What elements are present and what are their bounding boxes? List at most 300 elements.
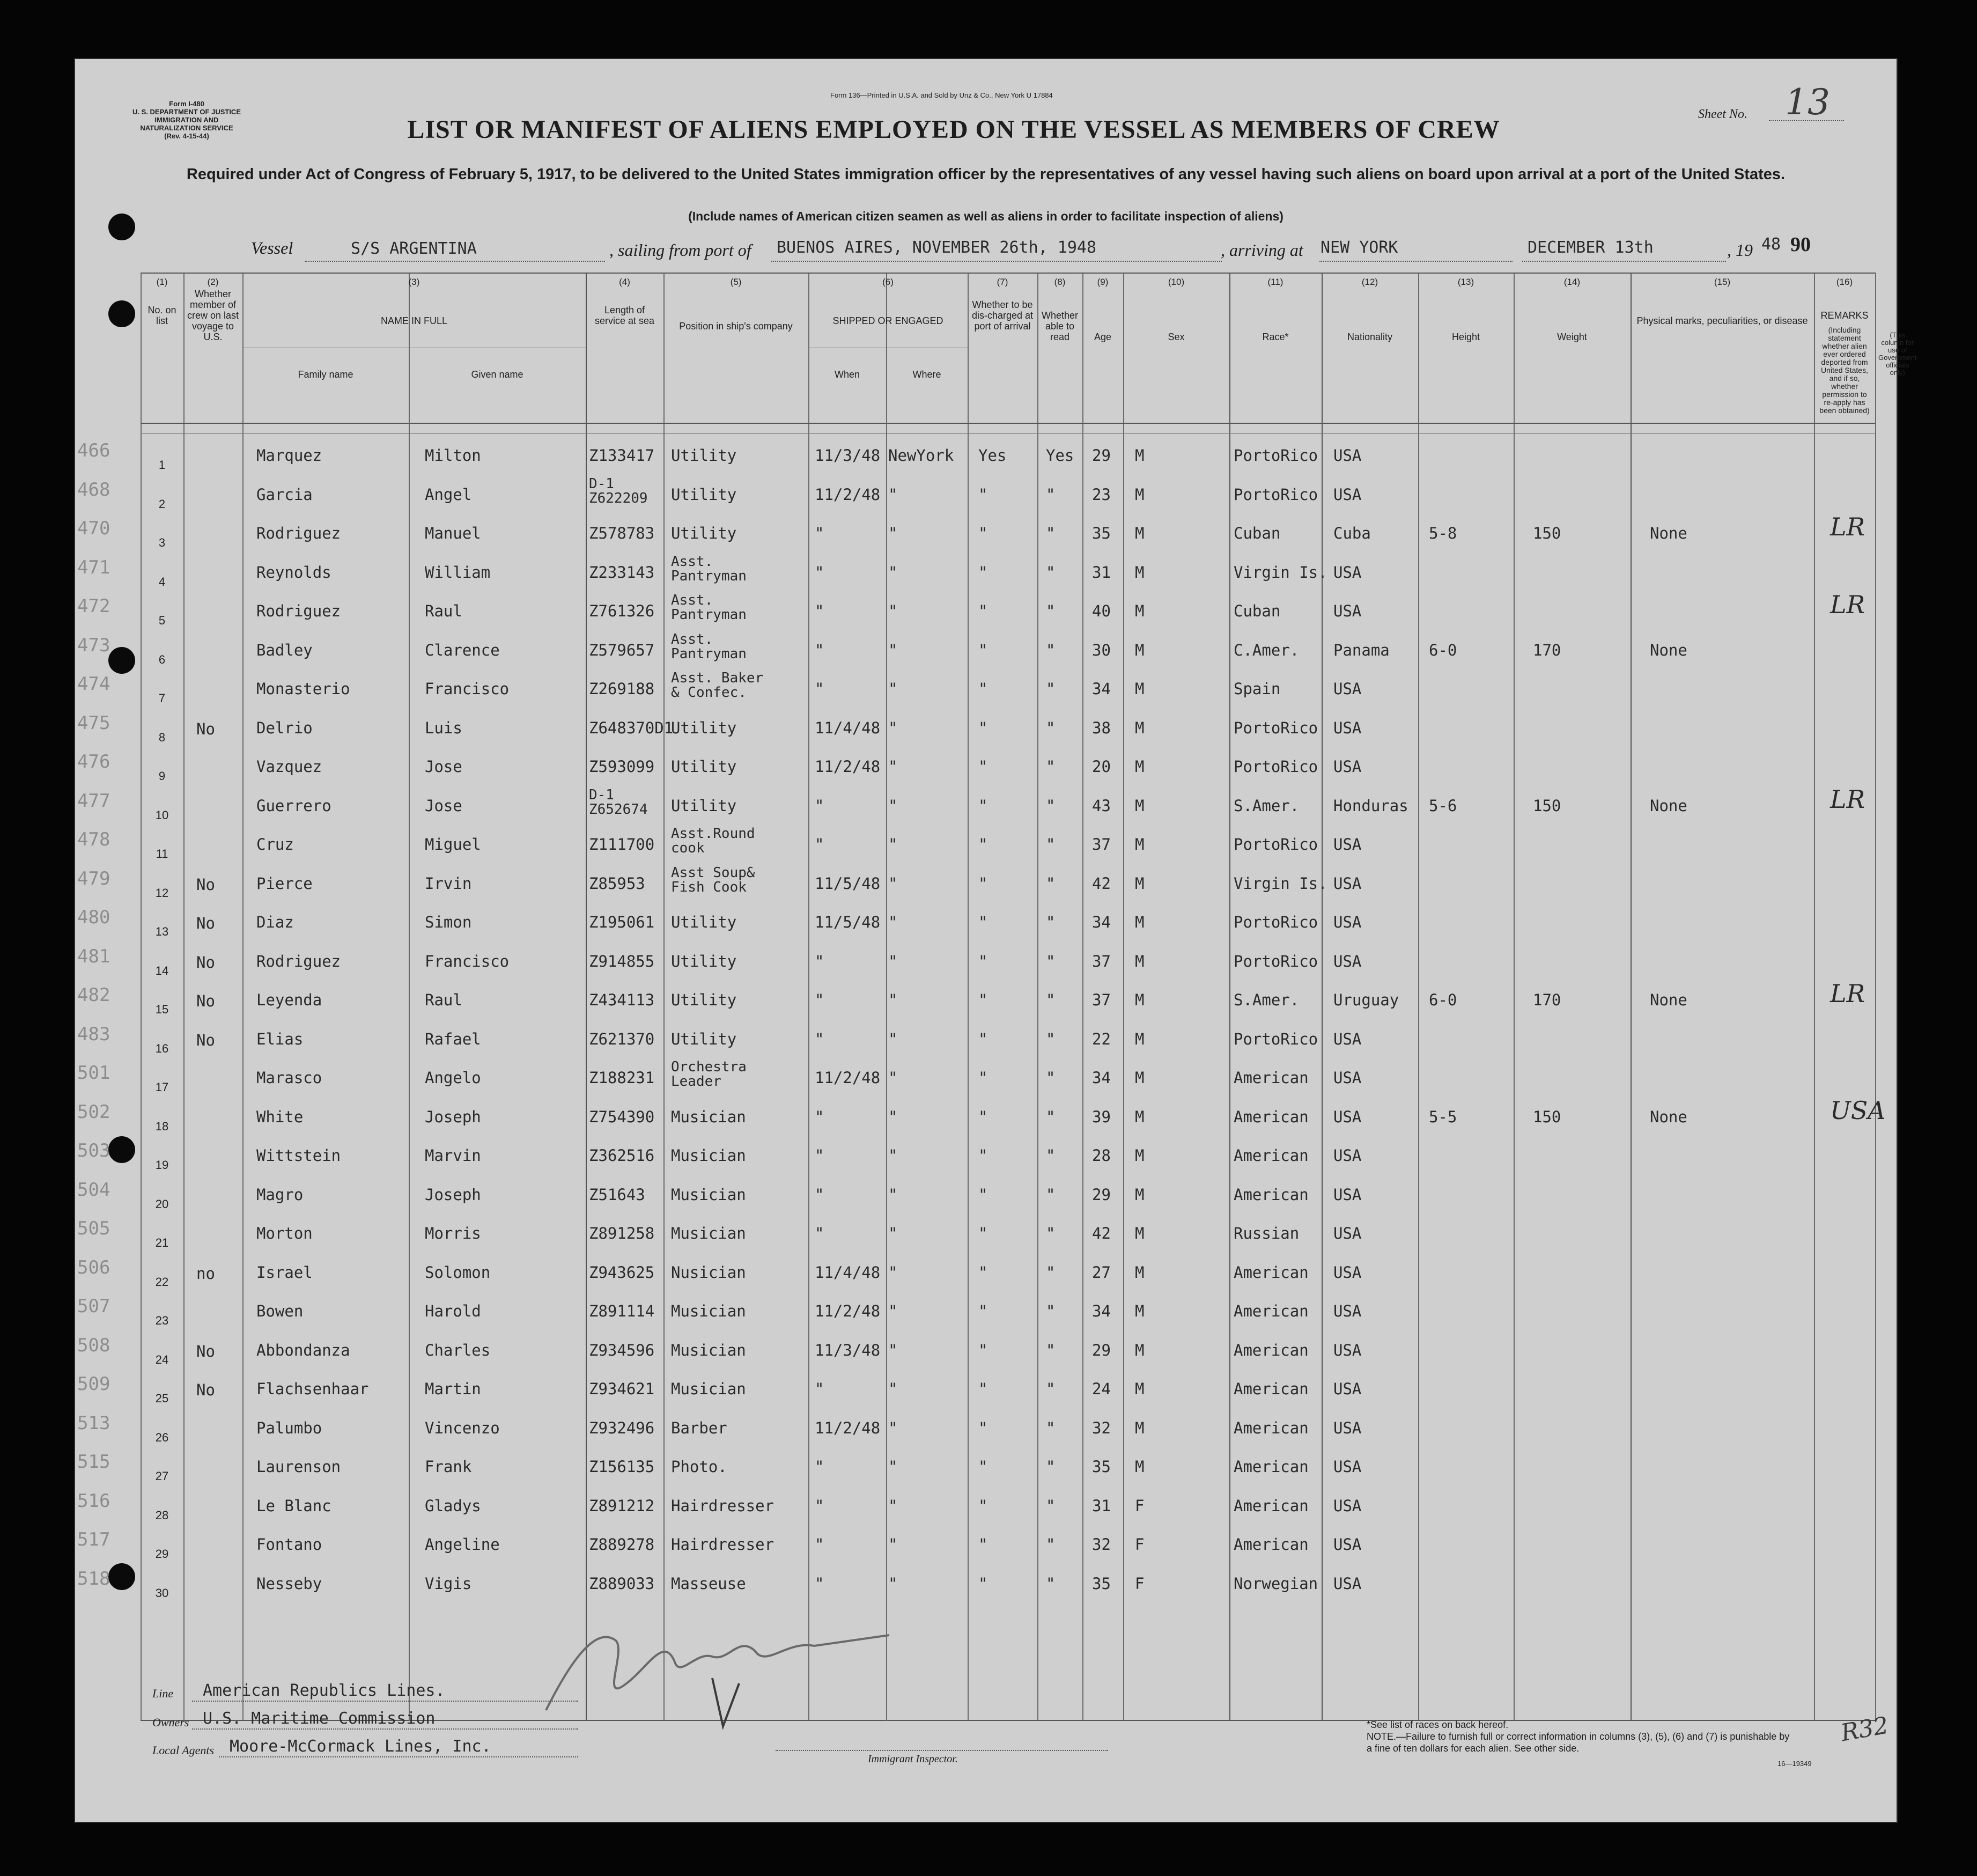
cell-sex: F: [1135, 1535, 1145, 1554]
cell-given: Raul: [425, 602, 462, 620]
list-stamp-number: 505: [77, 1218, 110, 1239]
cell-service: Z754390: [589, 1107, 655, 1126]
last-voyage: No: [196, 914, 215, 932]
table-row: [77, 906, 1875, 945]
table-row: [77, 1450, 1875, 1489]
cell-given: Joseph: [425, 1107, 481, 1126]
cell-when: 11/4/48: [815, 1263, 881, 1282]
cell-weight: 150: [1533, 796, 1561, 815]
cell-read: ": [1046, 1185, 1056, 1204]
column-number: (11): [1267, 277, 1283, 287]
cell-sex: M: [1135, 991, 1145, 1009]
cell-read: ": [1046, 1263, 1056, 1282]
cell-sex: M: [1135, 1263, 1145, 1282]
column-header-c9: Age: [1094, 332, 1112, 342]
cell-read: ": [1046, 563, 1056, 582]
cell-dis: ": [978, 485, 988, 504]
cell-race: S.Amer.: [1234, 991, 1300, 1009]
row-number: 18: [155, 1119, 169, 1133]
cell-service: Z188231: [589, 1069, 655, 1087]
list-stamp-number: 516: [77, 1490, 110, 1512]
cell-nat: USA: [1333, 1535, 1362, 1554]
cell-service: Z934596: [589, 1341, 655, 1359]
cell-age: 29: [1092, 446, 1111, 465]
sailing-port: BUENOS AIRES, NOVEMBER 26th, 1948: [777, 238, 1097, 257]
cell-pos: Utility: [671, 757, 737, 776]
column-header-when: When: [834, 369, 860, 380]
cell-family: Diaz: [256, 913, 294, 931]
cell-sex: M: [1135, 1458, 1145, 1476]
cell-sex: M: [1135, 796, 1145, 815]
column-header-c5: Position in ship's company: [679, 321, 793, 332]
cell-given: Martin: [425, 1380, 481, 1398]
cell-when: ": [815, 602, 824, 620]
column-number: (4): [619, 277, 630, 287]
cell-family: Morton: [256, 1224, 313, 1242]
row-number: 19: [155, 1158, 169, 1172]
cell-read: ": [1046, 1107, 1056, 1126]
table-row: [77, 1022, 1875, 1062]
cell-when: ": [815, 641, 824, 659]
cell-when: ": [815, 524, 824, 542]
cell-race: PortoRico: [1234, 913, 1318, 931]
cell-pos: Barber: [671, 1418, 727, 1437]
cell-read: ": [1046, 874, 1056, 893]
cell-service: Z269188: [589, 680, 655, 698]
cell-sex: M: [1135, 1380, 1145, 1398]
cell-given: Gladys: [425, 1496, 481, 1515]
cell-race: PortoRico: [1234, 1029, 1318, 1048]
cell-service: Z156135: [589, 1458, 655, 1476]
cell-race: PortoRico: [1234, 485, 1318, 504]
cell-given: Charles: [425, 1341, 491, 1359]
cell-nat: USA: [1333, 874, 1362, 893]
cell-sex: M: [1135, 835, 1145, 854]
cell-age: 37: [1092, 952, 1111, 970]
cell-service: Z579657: [589, 641, 655, 659]
cell-read: ": [1046, 1341, 1056, 1359]
cell-family: Laurenson: [256, 1458, 341, 1476]
row-number: 14: [155, 963, 169, 977]
cell-family: Marquez: [256, 446, 322, 465]
row-number: 12: [155, 886, 169, 900]
cell-service: Z111700: [589, 835, 655, 854]
cell-when: 11/5/48: [815, 874, 881, 893]
cell-sex: M: [1135, 757, 1145, 776]
cell-age: 31: [1092, 1496, 1111, 1515]
agents-label: Local Agents: [152, 1743, 215, 1757]
cell-age: 32: [1092, 1535, 1111, 1554]
cell-dis: ": [978, 1535, 988, 1554]
punch-hole: [108, 1136, 135, 1163]
cell-nat: USA: [1333, 1263, 1362, 1282]
punch-hole: [108, 300, 135, 327]
handwritten-remark: USA: [1830, 1095, 1886, 1125]
cell-family: Leyenda: [256, 991, 322, 1009]
table-row: [77, 631, 1875, 673]
cell-dis: ": [978, 1341, 988, 1359]
cell-given: Francisco: [425, 952, 510, 970]
cell-race: American: [1234, 1302, 1309, 1320]
row-number: 23: [155, 1314, 169, 1327]
column-number: (8): [1054, 277, 1066, 287]
table-row: [77, 1489, 1875, 1528]
last-voyage: no: [196, 1264, 215, 1283]
cell-race: American: [1234, 1146, 1309, 1165]
column-number: (5): [730, 277, 742, 287]
cell-sex: M: [1135, 913, 1145, 931]
cell-dis: ": [978, 641, 988, 659]
cell-where: ": [888, 874, 898, 893]
cell-where: ": [888, 913, 898, 931]
cell-dis: Yes: [978, 446, 1007, 465]
cell-where: ": [888, 1302, 898, 1320]
cell-when: ": [815, 991, 824, 1009]
cell-dis: ": [978, 1263, 988, 1282]
cell-age: 35: [1092, 1574, 1111, 1593]
cell-where: ": [888, 718, 898, 737]
column-header-c13: Height: [1451, 332, 1480, 342]
line-value: American Republics Lines.: [203, 1681, 445, 1700]
last-voyage: No: [196, 1031, 215, 1049]
cell-sex: M: [1135, 874, 1145, 893]
cell-where: ": [888, 1263, 898, 1282]
cell-read: ": [1046, 1380, 1056, 1398]
cell-given: Harold: [425, 1302, 481, 1320]
table-row: [77, 1178, 1875, 1217]
cell-where: ": [888, 485, 898, 504]
row-number: 7: [158, 691, 166, 705]
cell-given: Manuel: [425, 524, 481, 542]
cell-when: ": [815, 1029, 824, 1048]
cell-sex: M: [1135, 602, 1145, 620]
cell-dis: ": [978, 1418, 988, 1437]
table-row: [77, 1411, 1875, 1451]
cell-nat: USA: [1333, 1458, 1362, 1476]
column-header-c14: Weight: [1557, 332, 1587, 342]
cell-weight: 150: [1533, 524, 1561, 542]
row-number: 26: [155, 1430, 169, 1444]
row-number: 6: [158, 652, 166, 666]
column-header-where: Where: [912, 369, 941, 380]
table-row: [77, 1567, 1875, 1606]
sheet-label: Sheet No.: [1698, 107, 1747, 121]
list-stamp-number: 479: [77, 867, 110, 889]
cell-pos: Asst. Pantryman: [671, 631, 747, 662]
cell-sex: M: [1135, 524, 1145, 542]
column-header-c16: REMARKS: [1820, 310, 1869, 321]
cell-nat: USA: [1333, 680, 1362, 698]
cell-where: ": [888, 602, 898, 620]
list-stamp-number: 483: [77, 1023, 110, 1045]
cell-dis: ": [978, 602, 988, 620]
cell-given: Marvin: [425, 1146, 481, 1165]
agents-value: Moore-McCormack Lines, Inc.: [230, 1737, 491, 1756]
cell-family: Magro: [256, 1185, 304, 1204]
cell-weight: 170: [1533, 641, 1561, 659]
cell-where: NewYork: [888, 446, 954, 465]
cell-service: Z133417: [589, 446, 655, 465]
cell-nat: USA: [1333, 446, 1362, 465]
cell-age: 32: [1092, 1418, 1111, 1437]
cell-where: ": [888, 563, 898, 582]
list-stamp-number: 517: [77, 1529, 110, 1550]
column-number: (14): [1563, 277, 1581, 287]
list-stamp-number: 509: [77, 1373, 110, 1395]
cell-pos: Asst Soup& Fish Cook: [671, 864, 755, 895]
cell-given: Raul: [425, 991, 462, 1009]
cell-where: ": [888, 1380, 898, 1398]
cell-nat: USA: [1333, 835, 1362, 854]
table-row: [77, 864, 1875, 906]
remarks-subheader: (Including statement whether alien ever ordered deported from United States, and if so, whether permission to re-apply has been obtained): [1819, 326, 1870, 415]
page-title: LIST OR MANIFEST OF ALIENS EMPLOYED ON THE VESSEL AS MEMBERS OF CREW: [407, 115, 1500, 144]
cell-when: ": [815, 796, 824, 815]
cell-family: Monasterio: [256, 680, 350, 698]
cell-race: PortoRico: [1234, 952, 1318, 970]
cell-height: 6-0: [1429, 991, 1457, 1009]
cell-pos: Orchestra Leader: [671, 1059, 747, 1090]
cell-pos: Hairdresser: [671, 1535, 774, 1554]
signature: [535, 1603, 900, 1742]
cell-read: ": [1046, 1224, 1056, 1242]
cell-read: ": [1046, 991, 1056, 1009]
cell-race: American: [1234, 1107, 1309, 1126]
cell-dis: ": [978, 1069, 988, 1087]
cell-given: Joseph: [425, 1185, 481, 1204]
last-voyage: No: [196, 719, 215, 738]
cell-given: Jose: [425, 757, 462, 776]
cell-age: 34: [1092, 1069, 1111, 1087]
cell-sex: M: [1135, 1185, 1145, 1204]
cell-age: 23: [1092, 485, 1111, 504]
cell-service: Z889278: [589, 1535, 655, 1554]
cell-age: 40: [1092, 602, 1111, 620]
column-header-c4: Length of service at sea: [594, 305, 655, 326]
cell-pos: Utility: [671, 446, 737, 465]
cell-nat: USA: [1333, 913, 1362, 931]
cell-age: 28: [1092, 1146, 1111, 1165]
table-row: [77, 439, 1875, 478]
table-row: [77, 590, 1875, 634]
cell-when: ": [815, 835, 824, 854]
cell-age: 30: [1092, 641, 1111, 659]
cell-race: American: [1234, 1418, 1309, 1437]
arrival-date: DECEMBER 13th: [1528, 238, 1654, 257]
cell-dis: ": [978, 1380, 988, 1398]
cell-height: 5-6: [1429, 796, 1457, 815]
row-number: 28: [155, 1508, 169, 1522]
table-row: [77, 945, 1875, 984]
cell-where: ": [888, 1224, 898, 1242]
list-stamp-number: 477: [77, 790, 110, 812]
cell-dis: ": [978, 1107, 988, 1126]
cell-race: American: [1234, 1380, 1309, 1398]
cell-given: Angeline: [425, 1535, 500, 1554]
table-row: [77, 1294, 1875, 1334]
row-number: 20: [155, 1197, 169, 1211]
form-id: [128, 100, 246, 140]
cell-where: ": [888, 1069, 898, 1087]
cell-family: Reynolds: [256, 563, 331, 582]
cell-given: Vigis: [425, 1574, 472, 1593]
cell-age: 37: [1092, 991, 1111, 1009]
cell-read: ": [1046, 952, 1056, 970]
cell-pos: Utility: [671, 991, 737, 1009]
cell-age: 20: [1092, 757, 1111, 776]
cell-when: ": [815, 1224, 824, 1242]
row-number: 21: [155, 1236, 169, 1249]
cell-pos: Utility: [671, 952, 737, 970]
cell-read: ": [1046, 602, 1056, 620]
cell-race: American: [1234, 1185, 1309, 1204]
cell-age: 34: [1092, 913, 1111, 931]
cell-race: PortoRico: [1234, 446, 1318, 465]
cell-where: ": [888, 1341, 898, 1359]
row-number: 9: [158, 769, 166, 783]
list-stamp-number: 473: [77, 634, 110, 656]
printer-note: Form 136—Printed in U.S.A. and Sold by Unz & Co., New York U 17884: [830, 91, 1053, 99]
cell-nat: USA: [1333, 1146, 1362, 1165]
cell-nat: USA: [1333, 1029, 1362, 1048]
cell-sex: M: [1135, 680, 1145, 698]
cell-given: Milton: [425, 446, 481, 465]
table-row: [77, 1528, 1875, 1567]
cell-service: D-1 Z652674: [589, 786, 648, 818]
sailing-label: , sailing from port of: [609, 240, 751, 260]
list-stamp-number: 474: [77, 673, 110, 695]
cell-given: Jose: [425, 796, 462, 815]
cell-race: Cuban: [1234, 524, 1281, 542]
table-row: [77, 553, 1875, 595]
cell-service: Z593099: [589, 757, 655, 776]
cell-family: Palumbo: [256, 1418, 322, 1437]
cell-pos: Utility: [671, 1029, 737, 1048]
table-row: [77, 512, 1875, 556]
cell-dis: ": [978, 757, 988, 776]
cell-family: Rodriguez: [256, 602, 341, 620]
table-row: [77, 1256, 1875, 1295]
cell-read: ": [1046, 1458, 1056, 1476]
column-number: (9): [1097, 277, 1109, 287]
column-header-family-name: Family name: [298, 369, 353, 380]
cell-sex: M: [1135, 1302, 1145, 1320]
cell-service: Z891212: [589, 1496, 655, 1515]
cell-where: ": [888, 1107, 898, 1126]
list-stamp-number: 501: [77, 1062, 110, 1084]
cell-when: 11/2/48: [815, 485, 881, 504]
row-number: 2: [158, 497, 166, 511]
page-reference: 90: [1790, 233, 1811, 256]
table-row: [77, 1095, 1886, 1139]
cell-family: Rodriguez: [256, 952, 341, 970]
header-bottom-rule: [141, 423, 1875, 424]
cell-nat: USA: [1333, 757, 1362, 776]
cell-service: Z914855: [589, 952, 655, 970]
cell-nat: USA: [1333, 1341, 1362, 1359]
column-number: (2): [207, 277, 219, 287]
row-number: 5: [158, 614, 166, 627]
cell-service: Z761326: [589, 602, 655, 620]
subtitle-note: (Include names of American citizen seamen as well as aliens in order to facilitate inspection of aliens): [688, 209, 1283, 223]
cell-given: Angelo: [425, 1069, 481, 1087]
cell-family: Marasco: [256, 1069, 322, 1087]
cell-when: ": [815, 1380, 824, 1398]
handwritten-remark: LR: [1830, 512, 1865, 541]
cell-pos: Utility: [671, 796, 737, 815]
cell-when: 11/2/48: [815, 1069, 881, 1087]
cell-pos: Hairdresser: [671, 1496, 774, 1515]
cell-age: 42: [1092, 874, 1111, 893]
cell-nat: USA: [1333, 1418, 1362, 1437]
cell-pos: Asst. Pantryman: [671, 553, 747, 584]
cell-pos: Asst.Round cook: [671, 826, 755, 856]
inspector-line: [776, 1745, 1108, 1751]
cell-nat: USA: [1333, 718, 1362, 737]
table-row: [77, 979, 1875, 1022]
cell-pos: Musician: [671, 1224, 746, 1242]
cell-where: ": [888, 1458, 898, 1476]
cell-height: 5-5: [1429, 1107, 1457, 1126]
cell-when: ": [815, 1458, 824, 1476]
column-number: (10): [1168, 277, 1185, 287]
table-row: [77, 475, 1875, 517]
cell-read: ": [1046, 1029, 1056, 1048]
cell-given: Francisco: [425, 680, 510, 698]
vessel-name: S/S ARGENTINA: [351, 239, 477, 258]
column-header-given-name: Given name: [471, 369, 523, 380]
cell-service: Z932496: [589, 1418, 655, 1437]
cell-when: 11/3/48: [815, 1341, 881, 1359]
column-number: (6): [882, 277, 894, 287]
cell-nat: USA: [1333, 602, 1362, 620]
list-stamp-number: 476: [77, 751, 110, 773]
cell-sex: M: [1135, 718, 1145, 737]
list-stamp-number: 481: [77, 945, 110, 967]
cell-race: C.Amer.: [1234, 641, 1300, 659]
column-rule: [1875, 273, 1876, 1721]
row-number: 22: [155, 1275, 169, 1289]
cell-pos: Musician: [671, 1185, 746, 1204]
cell-dis: ": [978, 680, 988, 698]
cell-nat: USA: [1333, 563, 1362, 582]
cell-race: Russian: [1234, 1224, 1300, 1242]
cell-nat: USA: [1333, 1224, 1362, 1242]
cell-read: ": [1046, 680, 1056, 698]
cell-given: Rafael: [425, 1029, 481, 1048]
cell-service: Z889033: [589, 1574, 655, 1593]
list-stamp-number: 504: [77, 1179, 110, 1201]
cell-race: Cuban: [1234, 602, 1281, 620]
cell-sex: M: [1135, 1029, 1145, 1048]
row-number: 16: [155, 1041, 169, 1055]
cell-pos: Musician: [671, 1146, 746, 1165]
cell-when: ": [815, 1146, 824, 1165]
cell-nat: USA: [1333, 485, 1362, 504]
cell-race: PortoRico: [1234, 757, 1318, 776]
column-header-c15: Physical marks, peculiarities, or disease: [1636, 315, 1808, 326]
handwritten-remark: LR: [1830, 979, 1865, 1008]
cell-dis: ": [978, 1029, 988, 1048]
row-number: 17: [155, 1080, 169, 1094]
cell-race: American: [1234, 1458, 1309, 1476]
cell-read: ": [1046, 757, 1056, 776]
cell-given: Angel: [425, 485, 472, 504]
last-voyage: No: [196, 1381, 215, 1399]
cell-marks: None: [1650, 641, 1687, 659]
cell-age: 34: [1092, 1302, 1111, 1320]
arriving-label: , arriving at: [1221, 240, 1303, 260]
